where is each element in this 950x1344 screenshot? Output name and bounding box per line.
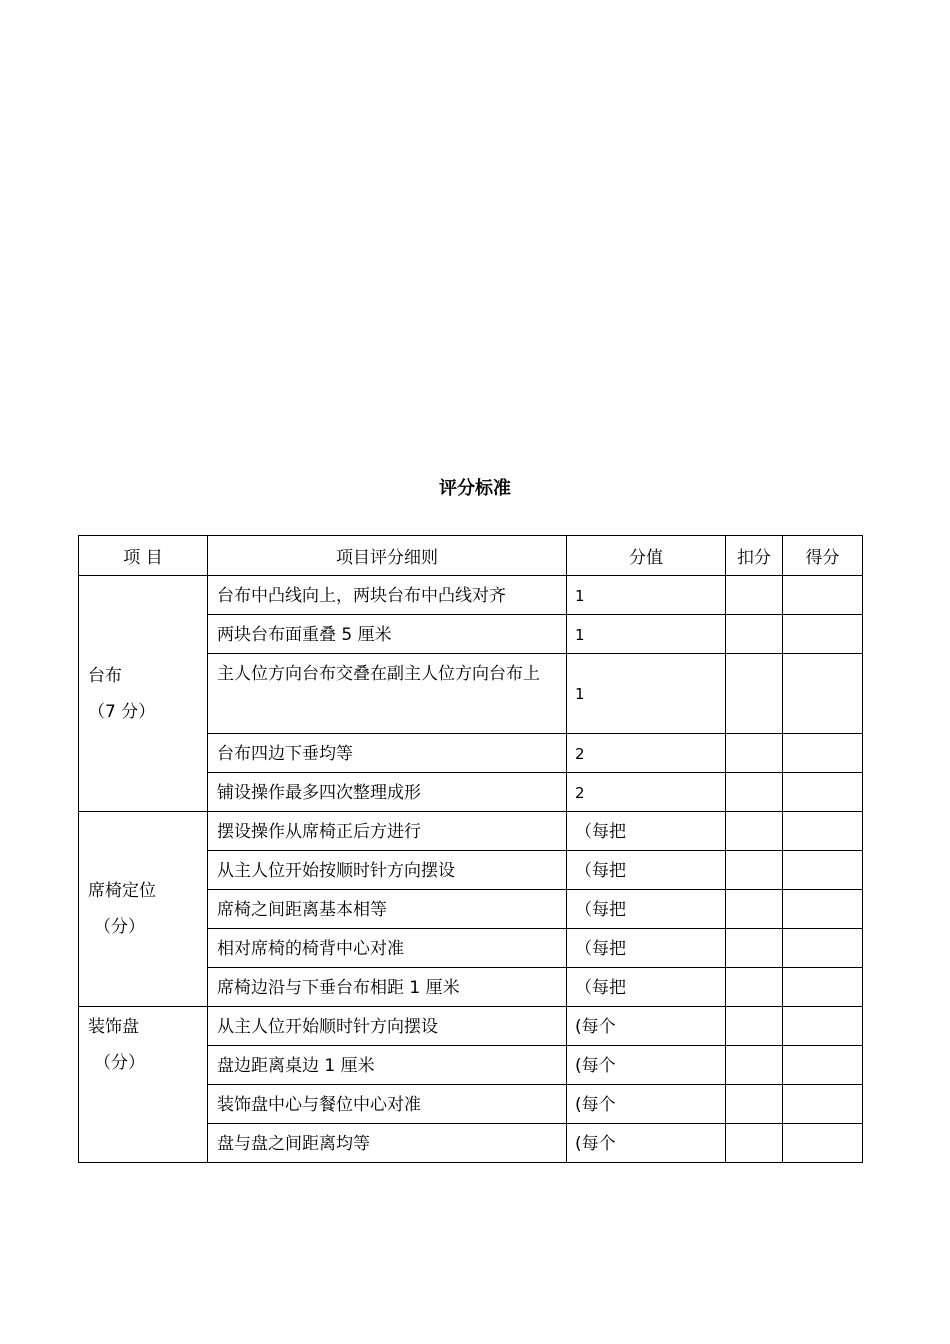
- score-cell[interactable]: [783, 1085, 863, 1124]
- row-value: 1: [567, 615, 726, 654]
- score-cell[interactable]: [783, 773, 863, 812]
- score-cell[interactable]: [783, 654, 863, 734]
- deduct-cell[interactable]: [726, 1007, 783, 1046]
- header-detail: 项目评分细则: [208, 536, 567, 576]
- row-value: (每个: [567, 1085, 726, 1124]
- row-value: 1: [567, 576, 726, 615]
- section-category-chairs: [79, 812, 208, 1007]
- table-row: [79, 1007, 863, 1046]
- category-name: 席椅定位: [88, 881, 156, 901]
- document-title: 评分标准: [439, 478, 511, 499]
- deduct-cell[interactable]: [726, 929, 783, 968]
- score-cell[interactable]: [783, 890, 863, 929]
- row-detail: 台布四边下垂均等: [208, 734, 567, 773]
- row-detail: 相对席椅的椅背中心对准: [208, 929, 567, 968]
- deduct-cell[interactable]: [726, 812, 783, 851]
- score-cell[interactable]: [783, 576, 863, 615]
- section-category-tablecloth: [79, 576, 208, 812]
- header-deduct: 扣分: [726, 536, 783, 576]
- deduct-cell[interactable]: [726, 734, 783, 773]
- deduct-cell[interactable]: [726, 968, 783, 1007]
- row-detail: 席椅之间距离基本相等: [208, 890, 567, 929]
- deduct-cell[interactable]: [726, 851, 783, 890]
- deduct-cell[interactable]: [726, 1085, 783, 1124]
- row-detail: 台布中凸线向上，两块台布中凸线对齐: [208, 576, 567, 615]
- row-detail: 盘边距离桌边 1 厘米: [208, 1046, 567, 1085]
- deduct-cell[interactable]: [726, 890, 783, 929]
- row-detail: 两块台布面重叠 5 厘米: [208, 615, 567, 654]
- category-name: 台布: [88, 665, 122, 686]
- deduct-cell[interactable]: [726, 654, 783, 734]
- row-value: （每把: [567, 812, 726, 851]
- score-cell[interactable]: [783, 929, 863, 968]
- row-detail: 席椅边沿与下垂台布相距 1 厘米: [208, 968, 567, 1007]
- row-value: 2: [567, 773, 726, 812]
- deduct-cell[interactable]: [726, 1124, 783, 1163]
- row-value: （每把: [567, 929, 726, 968]
- row-detail: 从主人位开始按顺时针方向摆设: [208, 851, 567, 890]
- category-points: （分）: [94, 917, 145, 937]
- score-cell[interactable]: [783, 968, 863, 1007]
- row-value: （每把: [567, 968, 726, 1007]
- header-value: 分值: [567, 536, 726, 576]
- row-value: (每个: [567, 1124, 726, 1163]
- row-detail: 摆设操作从席椅正后方进行: [208, 812, 567, 851]
- score-cell[interactable]: [783, 1007, 863, 1046]
- scoring-table: [78, 535, 863, 1163]
- category-points: （分）: [94, 1053, 145, 1073]
- score-cell[interactable]: [783, 851, 863, 890]
- section-category-plates: [79, 1007, 208, 1163]
- row-value: (每个: [567, 1046, 726, 1085]
- category-points: （7 分）: [88, 701, 156, 722]
- header-score: 得分: [783, 536, 863, 576]
- score-cell[interactable]: [783, 1124, 863, 1163]
- table-row: [79, 576, 863, 615]
- row-detail: 装饰盘中心与餐位中心对准: [208, 1085, 567, 1124]
- score-cell[interactable]: [783, 734, 863, 773]
- row-value: (每个: [567, 1007, 726, 1046]
- deduct-cell[interactable]: [726, 576, 783, 615]
- row-value: （每把: [567, 851, 726, 890]
- header-item: 项 目: [79, 536, 208, 576]
- row-value: 2: [567, 734, 726, 773]
- score-cell[interactable]: [783, 1046, 863, 1085]
- row-value: 1: [567, 654, 726, 734]
- row-detail: 主人位方向台布交叠在副主人位方向台布上: [208, 654, 567, 734]
- category-name: 装饰盘: [88, 1017, 139, 1037]
- deduct-cell[interactable]: [726, 1046, 783, 1085]
- row-detail: 从主人位开始顺时针方向摆设: [208, 1007, 567, 1046]
- score-cell[interactable]: [783, 812, 863, 851]
- table-row: [79, 812, 863, 851]
- score-cell[interactable]: [783, 615, 863, 654]
- table-header-row: [79, 536, 863, 576]
- row-detail: 盘与盘之间距离均等: [208, 1124, 567, 1163]
- deduct-cell[interactable]: [726, 615, 783, 654]
- deduct-cell[interactable]: [726, 773, 783, 812]
- row-value: （每把: [567, 890, 726, 929]
- row-detail: 铺设操作最多四次整理成形: [208, 773, 567, 812]
